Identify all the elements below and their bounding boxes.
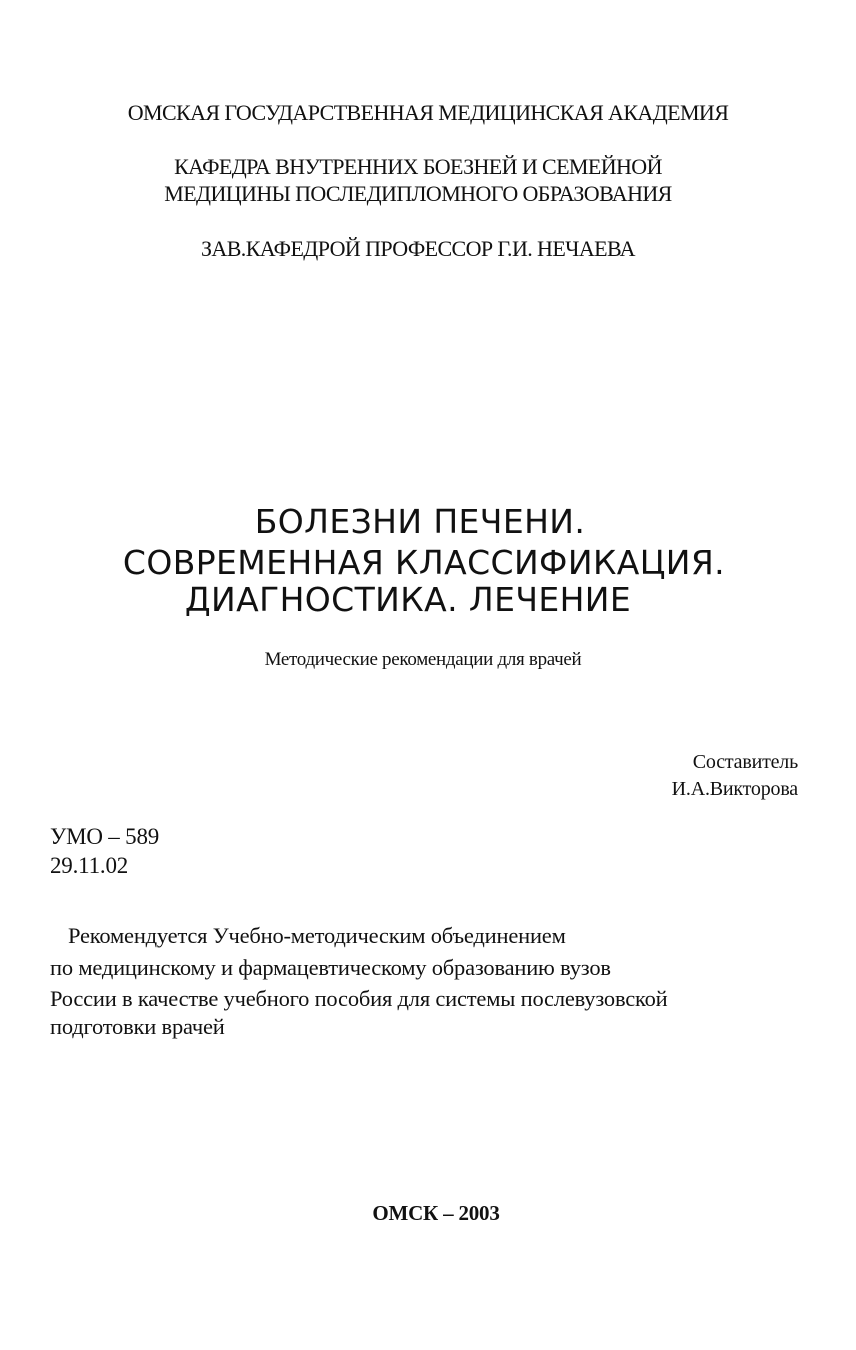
document-subtitle: Методические рекомендации для врачей: [264, 649, 582, 670]
recommendation-line-2: по медицинскому и фармацевтическому образованию вузов: [50, 955, 611, 980]
title-line-2: СОВРЕМЕННАЯ КЛАССИФИКАЦИЯ.: [122, 543, 726, 582]
head-of-department: ЗАВ.КАФЕДРОЙ ПРОФЕССОР Г.И. НЕЧАЕВА: [201, 236, 635, 261]
title-line-3: ДИАГНОСТИКА. ЛЕЧЕНИЕ: [184, 580, 632, 619]
approval-date: 29.11.02: [50, 853, 129, 878]
recommendation-line-1: Рекомендуется Учебно-методическим объединением: [68, 923, 566, 948]
institution-name: ОМСКАЯ ГОСУДАРСТВЕННАЯ МЕДИЦИНСКАЯ АКАДЕМИЯ: [127, 100, 729, 125]
recommendation-line-3: России в качестве учебного пособия для системы послевузовской: [50, 986, 668, 1011]
author-name: И.А.Викторова: [671, 778, 798, 800]
recommendation-line-4: подготовки врачей: [50, 1014, 225, 1039]
department-line-2: МЕДИЦИНЫ ПОСЛЕДИПЛОМНОГО ОБРАЗОВАНИЯ: [164, 181, 672, 206]
approval-code: УМО – 589: [50, 824, 160, 849]
department-line-1: КАФЕДРА ВНУТРЕННИХ БОЕЗНЕЙ И СЕМЕЙНОЙ: [174, 154, 662, 179]
title-line-1: БОЛЕЗНИ ПЕЧЕНИ.: [254, 502, 586, 541]
author-role: Составитель: [692, 751, 798, 773]
city-year: ОМСК – 2003: [372, 1201, 500, 1225]
